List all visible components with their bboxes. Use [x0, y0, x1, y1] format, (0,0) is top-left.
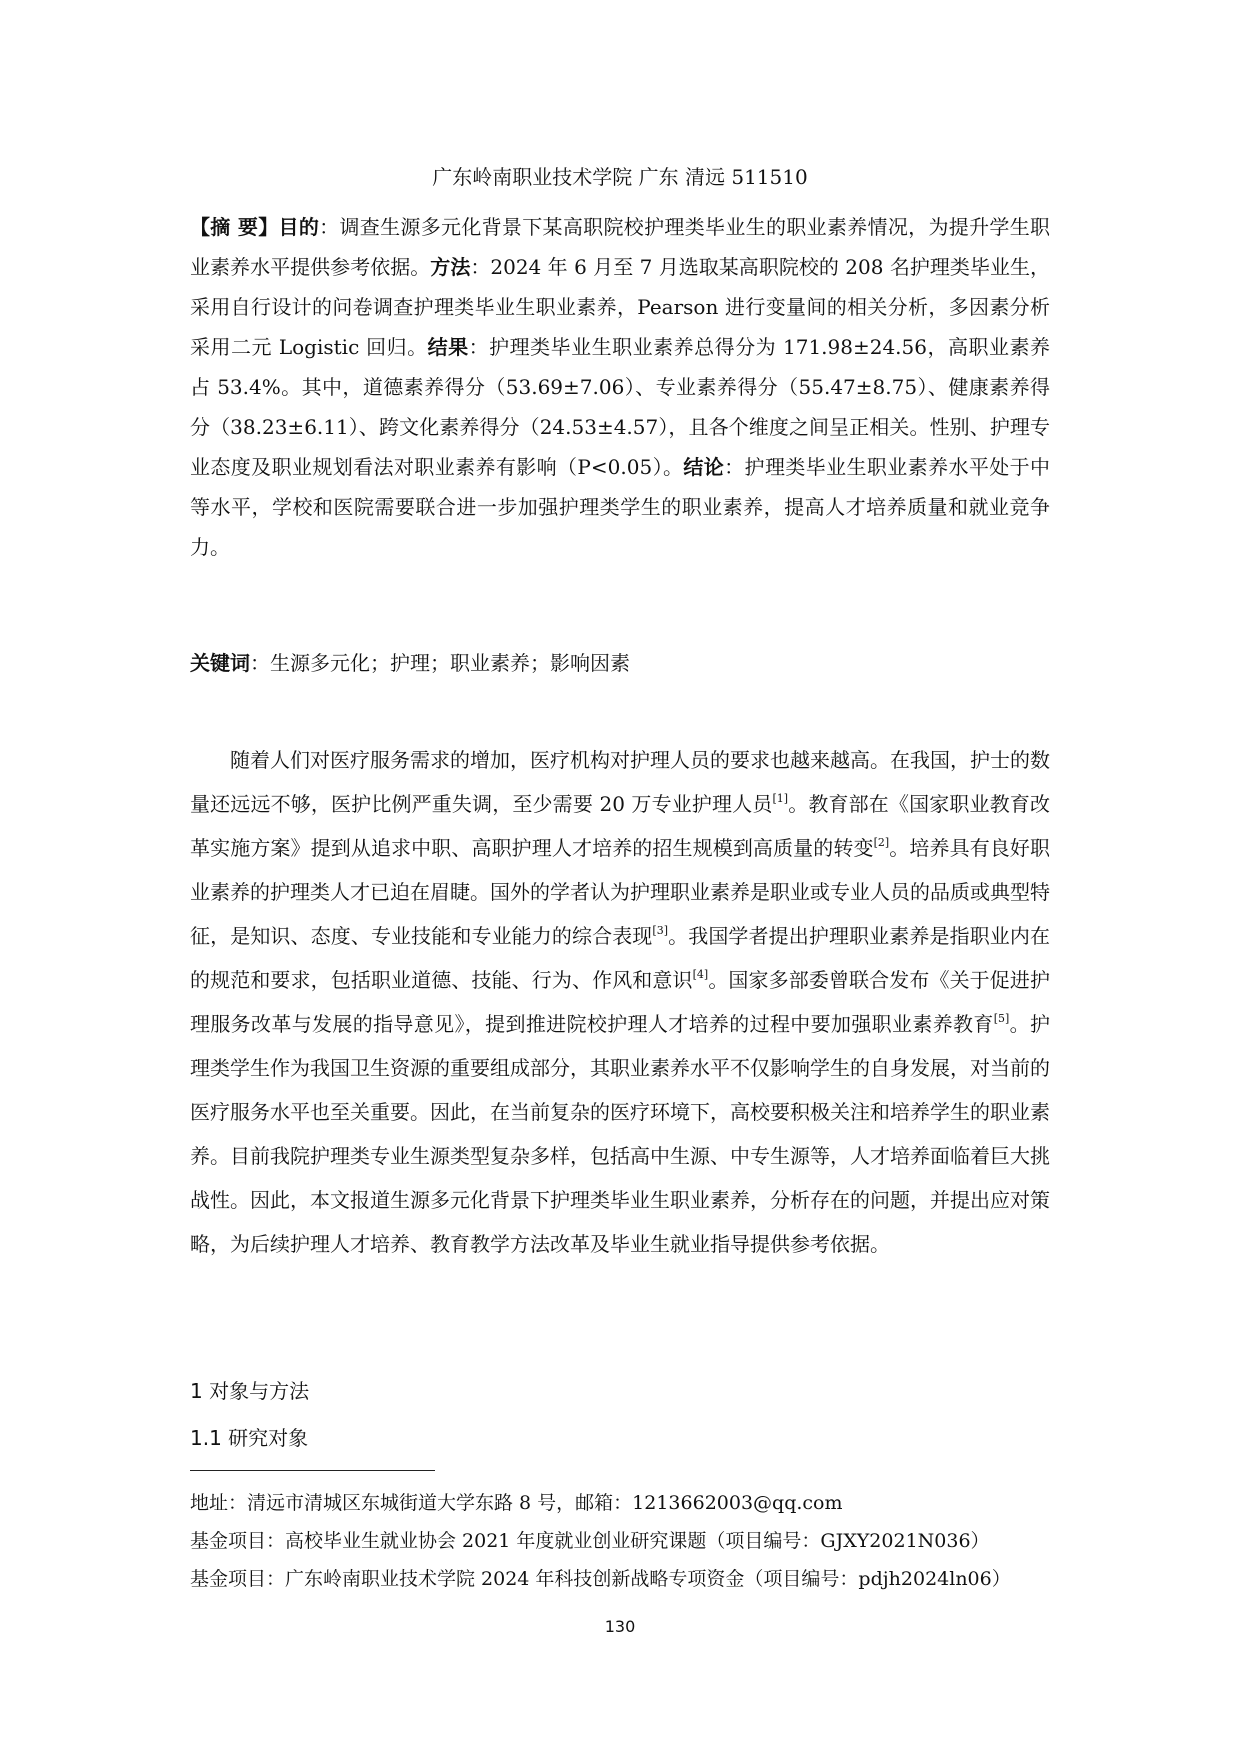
abstract: [190, 207, 1050, 567]
objective-text: ：调查生源多元化背景下某高职院校护理类毕业生的职业素养情况，为提升学生职业素养水平提供参考依据。: [190, 215, 1050, 279]
keywords: [190, 646, 1050, 680]
conclusion-text: ：护理类毕业生职业素养水平处于中等水平，学校和医院需要联合进一步加强护理类学生的职业素养，提高人才培养质量和就业竞争力。: [190, 455, 1051, 559]
subsection-heading: 1.1 研究对象: [190, 1426, 309, 1450]
methods-text: ：2024 年 6 月至 7 月选取某高职院校的 208 名护理类毕业生，采用自行设计的问卷调查护理类毕业生职业素养，Pearson 进行变量间的相关分析，多因素分析采用二元 Logistic 回归。: [190, 255, 1051, 359]
intro-text-5: 。国家多部委曾联合发布《关于促进护理服务改革与发展的指导意见》，提到推进院校护理人才培养的过程中要加强职业素养教育: [190, 968, 1051, 1036]
intro-text-2: 。教育部在《国家职业教育改革实施方案》提到从追求中职、高职护理人才培养的招生规模到高质量的转变: [190, 792, 1050, 860]
introduction: [190, 738, 1050, 1266]
page-number: 130: [604, 1617, 636, 1636]
objective-label: 目的: [278, 215, 320, 239]
methods-label: 方法: [430, 255, 471, 279]
citation-ref-4: [4]: [692, 968, 709, 981]
author-affiliation: 广东岭南职业技术学院 广东 清远 511510: [432, 165, 808, 189]
intro-text-3: 。培养具有良好职业素养的护理类人才已迫在眉睫。国外的学者认为护理职业素养是职业或专业人员的品质或典型特征，是知识、态度、专业技能和专业能力的综合表现: [190, 836, 1051, 948]
citation-ref-5: [5]: [993, 1012, 1010, 1025]
results-text: ：护理类毕业生职业素养总得分为 171.98±24.56，高职业素养占 53.4%。其中，道德素养得分（53.69±7.06）、专业素养得分（55.47±8.75）、健康素养得分（38.23±6.11）、跨文化素养得分（24.53±4.57），且各个维度之间呈正相关。性别、护理专业态度及职业规划看法对职业素养有影响（P<0.05）。: [190, 335, 1050, 479]
intro-text-6: 。护理类学生作为我国卫生资源的重要组成部分，其职业素养水平不仅影响学生的自身发展，对当前的医疗服务水平也至关重要。因此，在当前复杂的医疗环境下，高校要积极关注和培养学生的职业素养。目前我院护理类专业生源类型复杂多样，包括高中生源、中专生源等，人才培养面临着巨大挑战性。因此，本文报道生源多元化背景下护理类毕业生职业素养，分析存在的问题，并提出应对策略，为后续护理人才培养、教育教学方法改革及毕业生就业指导提供参考依据。: [190, 1012, 1051, 1256]
results-label: 结果: [427, 335, 469, 359]
section-heading: 1 对象与方法: [190, 1379, 310, 1403]
intro-text-4: 。我国学者提出护理职业素养是指职业内在的规范和要求，包括职业道德、技能、行为、作风和意识: [190, 924, 1051, 992]
citation-ref-3: [3]: [652, 924, 669, 937]
keywords-text: ：生源多元化；护理；职业素养；影响因素: [250, 651, 630, 675]
abstract-label: 【摘 要】: [190, 215, 279, 239]
conclusion-label: 结论: [683, 455, 725, 479]
citation-ref-1: [1]: [772, 792, 789, 805]
keywords-label: 关键词: [190, 651, 250, 675]
footnotes: [190, 1484, 1070, 1598]
footnote-address: 地址：清远市清城区东城街道大学东路 8 号，邮箱：1213662003@qq.com: [190, 1492, 843, 1514]
abstract-paragraph: [190, 207, 1050, 567]
citation-ref-2: [2]: [873, 836, 890, 849]
footnote-divider: [190, 1470, 435, 1471]
footnote-fund-1: 基金项目：高校毕业生就业协会 2021 年度就业创业研究课题（项目编号：GJXY2021N036）: [190, 1530, 990, 1552]
footnote-fund-2: 基金项目：广东岭南职业技术学院 2024 年科技创新战略专项资金（项目编号：pdjh2024ln06）: [190, 1568, 1011, 1590]
intro-paragraph: [190, 738, 1050, 1266]
intro-text-1: 随着人们对医疗服务需求的增加，医疗机构对护理人员的要求也越来越高。在我国，护士的数量还远远不够，医护比例严重失调，至少需要 20 万专业护理人员: [190, 748, 1050, 816]
